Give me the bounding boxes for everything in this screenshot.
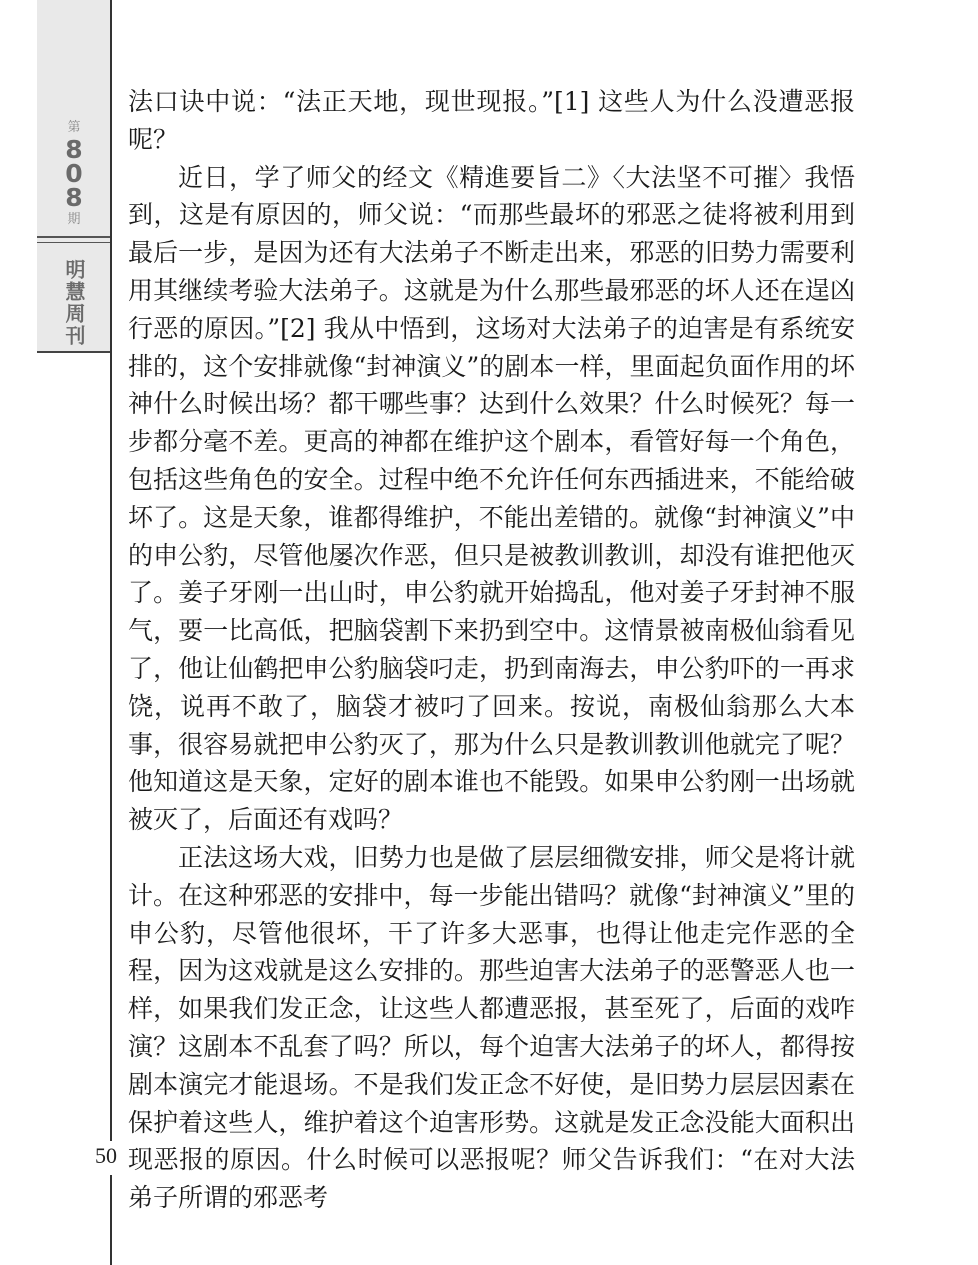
- issue-number: 808: [65, 135, 83, 212]
- paragraph: 近日，学了师父的经文《精進要旨二》〈大法坚不可摧〉我悟到，这是有原因的，师父说：“而那些最坏的邪恶之徒将被利用到最后一步，是因为还有大法弟子不断走出来，邪恶的旧势力需要利用其继续考验大法弟子。这就是为什么那些最邪恶的坏人还在逞凶行恶的原因。”[2] 我从中悟到，这场对大法弟子的迫害是有系统安排的，这个安排就像“封神演义”的剧本一样，里面起负面作用的坏神什么时候出场？都干哪些事？达到什么效果？什么时候死？每一步都分毫不差。更高的神都在维护这个剧本，看管好每一个角色，包括这些角色的安全。过程中绝不允许任何东西插进来，不能给破坏了。这是天象，谁都得维护，不能出差错的。就像“封神演义”中的申公豹，尽管他屡次作恶，但只是被教训教训，却没有谁把他灭了。姜子牙刚一出山时，申公豹就开始捣乱，他对姜子牙封神不服气，要一比高低，把脑袋割下来扔到空中。这情景被南极仙翁看见了，他让仙鹤把申公豹脑袋叼走，扔到南海去，申公豹吓的一再求饶，说再不敢了，脑袋才被叼了回来。按说，南极仙翁那么大本事，很容易就把申公豹灭了，那为什么只是教训教训他就完了呢？他知道这是天象，定好的剧本谁也不能毁。如果申公豹刚一出场就被灭了，后面还有戏吗？: [128, 162, 855, 835]
- sidebar-bottom-rule: [37, 351, 111, 353]
- margin-rule: [110, 0, 112, 1265]
- issue-prefix: 第: [67, 120, 81, 135]
- sidebar-divider: [37, 236, 111, 243]
- article-body: [128, 83, 855, 1217]
- paragraph: 正法这场大戏，旧势力也是做了层层细微安排，师父是将计就计。在这种邪恶的安排中，每一步能出错吗？就像“封神演义”里的申公豹，尽管他很坏，干了许多大恶事，也得让他走完作恶的全程，因为这戏就是这么安排的。那些迫害大法弟子的恶警恶人也一样，如果我们发正念，让这些人都遭恶报，甚至死了，后面的戏咋演？这剧本不乱套了吗？所以，每个迫害大法弟子的坏人，都得按剧本演完才能退场。不是我们发正念不好使，是旧势力层层因素在保护着这些人，维护着这个迫害形势。这就是发正念没能大面积出现恶报的原因。什么时候可以恶报呢？师父告诉我们：“在对大法弟子所谓的邪恶考: [128, 842, 855, 1213]
- magazine-name: 明慧周刊: [62, 259, 86, 347]
- issue-suffix: 期: [67, 212, 81, 227]
- page-number: 50: [95, 1143, 117, 1168]
- issue-label: [38, 120, 110, 228]
- paragraph: 法口诀中说：“法正天地，现世现报。”[1] 这些人为什么没遭恶报呢？: [128, 87, 855, 154]
